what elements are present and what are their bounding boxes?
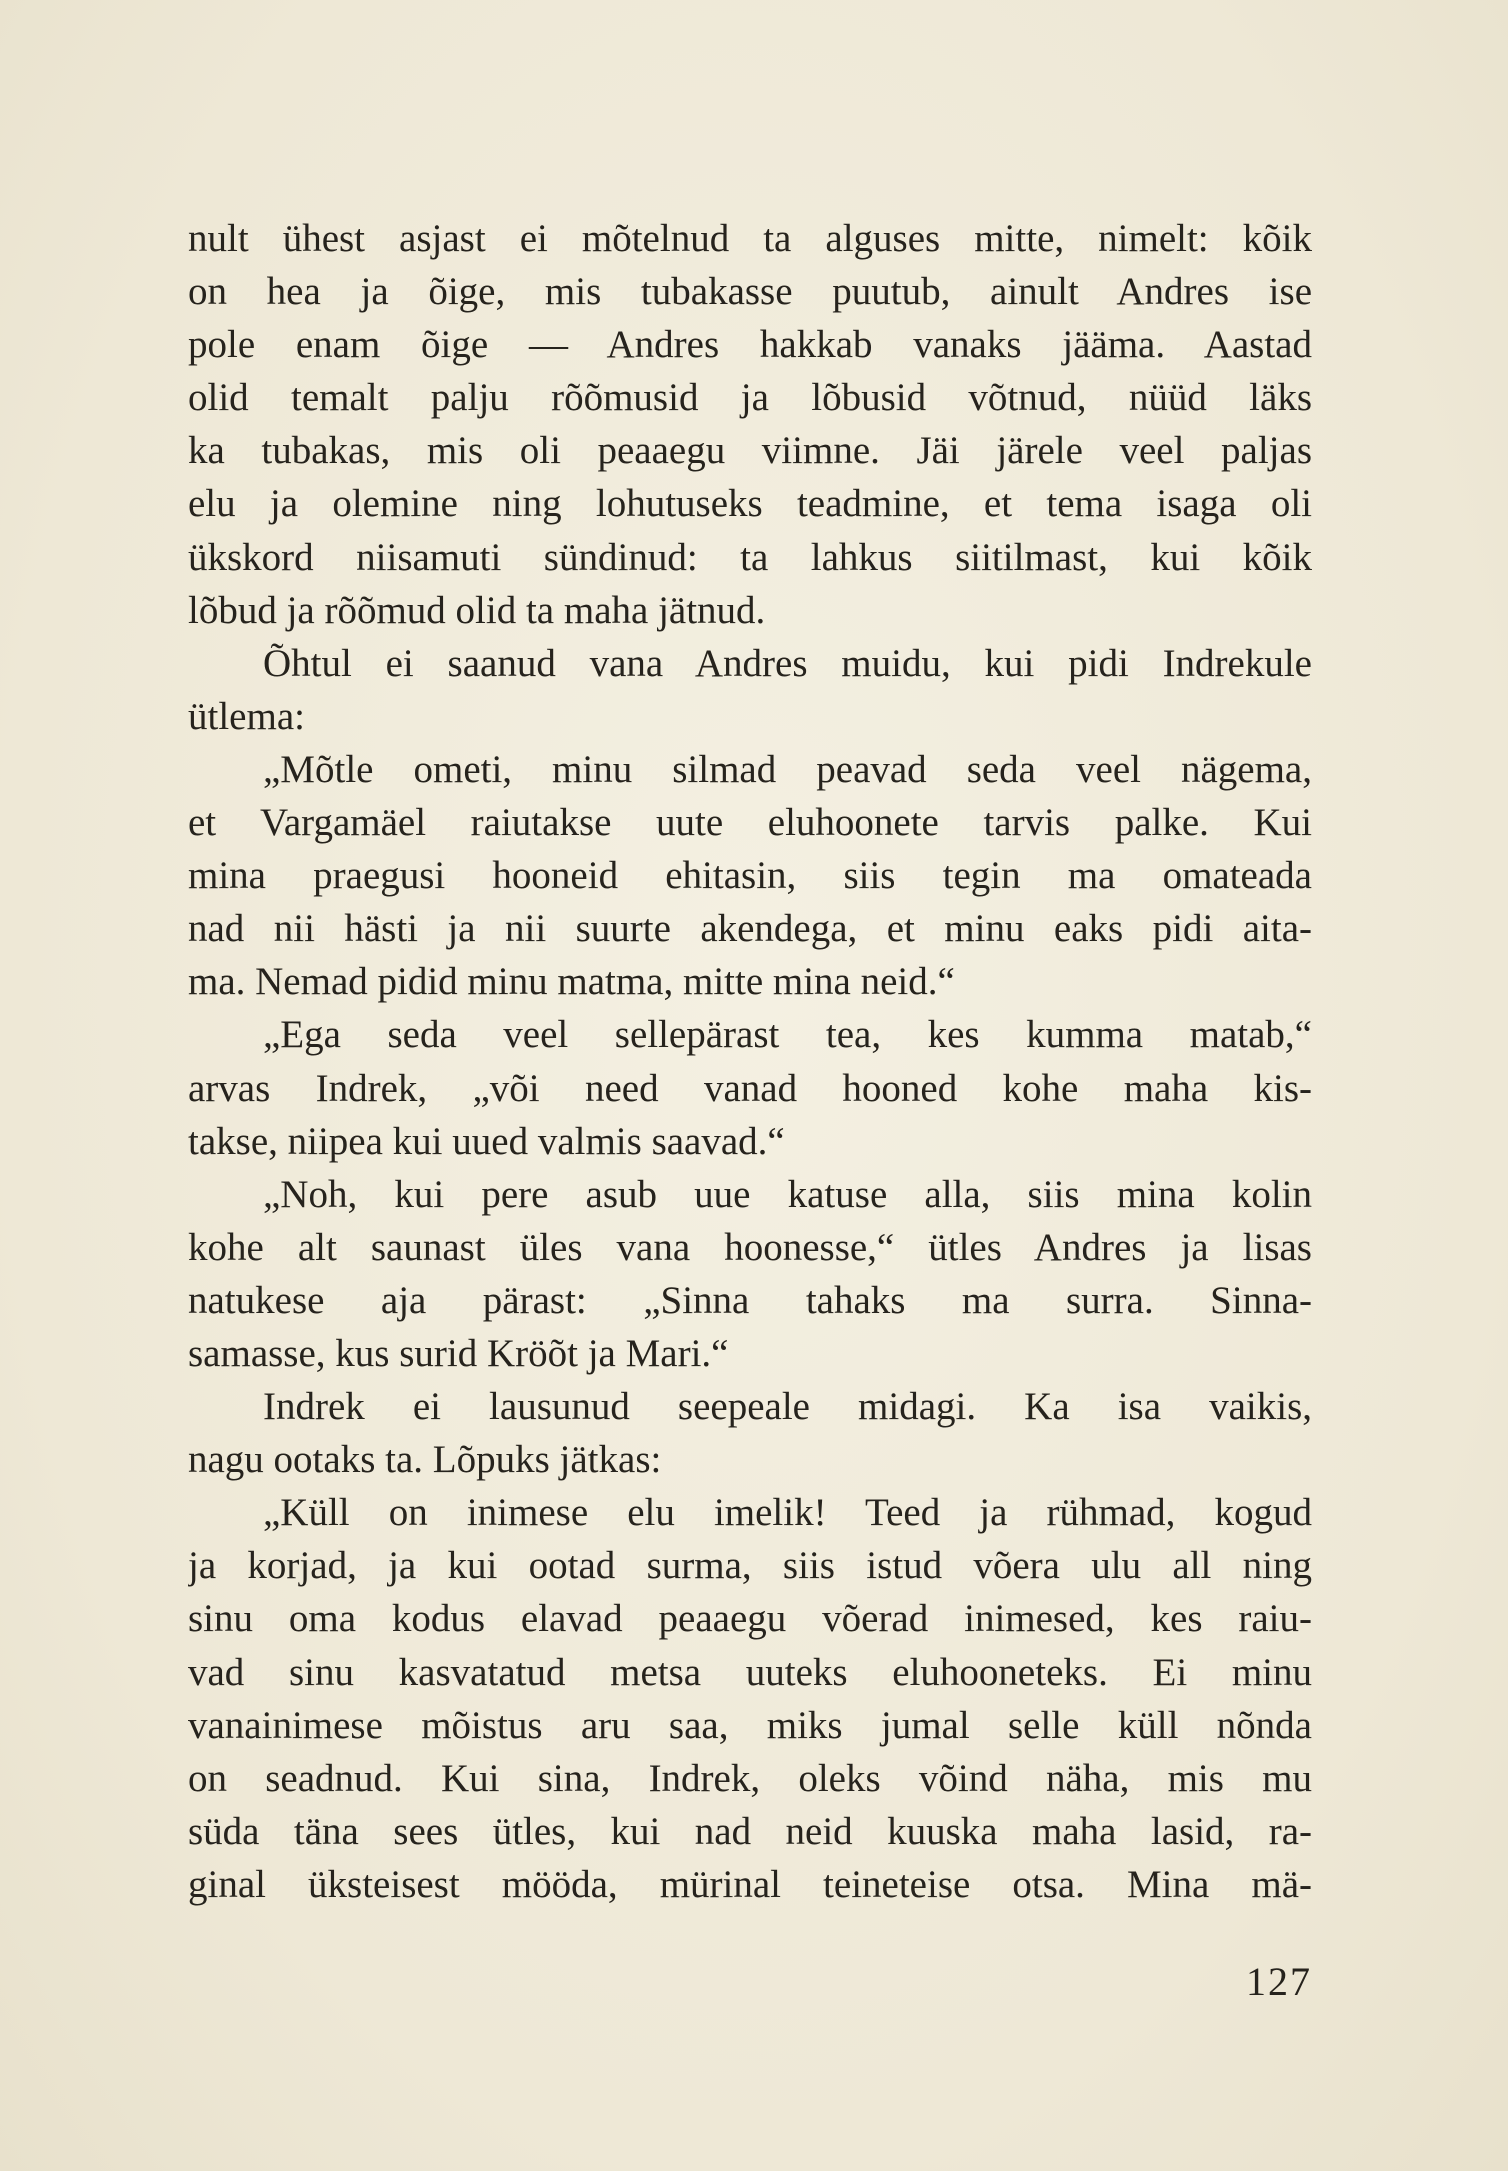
text-line: nagu ootaks ta. Lõpuks jätkas:: [188, 1438, 662, 1482]
page-number: 127: [1246, 1959, 1312, 2004]
text-line: Indrek ei lausunud seepeale midagi. Ka isa vaikis,: [263, 1385, 1312, 1429]
text-line: sinu oma kodus elavad peaaegu võerad inimesed, kes raiu-: [188, 1597, 1312, 1641]
text-line: et Vargamäel raiutakse uute eluhoonete tarvis palke. Kui: [188, 801, 1312, 845]
text-line: „Küll on inimese elu imelik! Teed ja rühmad, kogud: [263, 1491, 1312, 1535]
text-line: nad nii hästi ja nii suurte akendega, et minu eaks pidi aita-: [188, 907, 1312, 951]
text-line: „Ega seda veel sellepärast tea, kes kumma matab,“: [263, 1013, 1312, 1057]
text-line: kohe alt saunast üles vana hoonesse,“ ütles Andres ja lisas: [188, 1225, 1312, 1269]
text-line: vad sinu kasvatatud metsa uuteks eluhooneteks. Ei minu: [188, 1650, 1312, 1694]
text-line: lõbud ja rõõmud olid ta maha jätnud.: [188, 588, 766, 632]
text-line: ütlema:: [188, 694, 305, 738]
text-line: süda täna sees ütles, kui nad neid kuuska maha lasid, ra-: [188, 1809, 1312, 1853]
text-line: ükskord niisamuti sündinud: ta lahkus siitilmast, kui kõik: [188, 535, 1312, 579]
text-line: natukese aja pärast: „Sinna tahaks ma surra. Sinna-: [188, 1278, 1312, 1322]
text-line: mina praegusi hooneid ehitasin, siis tegin ma omateada: [188, 854, 1312, 898]
text-line: samasse, kus surid Kröõt ja Mari.“: [188, 1331, 729, 1375]
text-line: ka tubakas, mis oli peaaegu viimne. Jäi järele veel paljas: [188, 429, 1312, 473]
text-line: ja korjad, ja kui ootad surma, siis istud võera ulu all ning: [188, 1544, 1312, 1588]
text-line: „Mõtle ometi, minu silmad peavad seda veel nägema,: [263, 747, 1312, 791]
text-line: on hea ja õige, mis tubakasse puutub, ainult Andres ise: [188, 270, 1312, 314]
text-line: ma. Nemad pidid minu matma, mitte mina neid.“: [188, 960, 955, 1004]
text-line: olid temalt palju rõõmusid ja lõbusid võtnud, nüüd läks: [188, 376, 1312, 420]
text-line: „Noh, kui pere asub uue katuse alla, siis mina kolin: [263, 1172, 1312, 1216]
text-line: Õhtul ei saanud vana Andres muidu, kui pidi Indrekule: [263, 641, 1312, 685]
text-line: on seadnud. Kui sina, Indrek, oleks võind näha, mis mu: [188, 1756, 1312, 1800]
text-line: pole enam õige — Andres hakkab vanaks jääma. Aastad: [188, 323, 1312, 367]
text-line: vanainimese mõistus aru saa, miks jumal selle küll nõnda: [188, 1703, 1312, 1747]
body-text: [188, 212, 1312, 1911]
text-line: elu ja olemine ning lohutuseks teadmine, et tema isaga oli: [188, 482, 1312, 526]
text-line: ginal üksteisest mööda, mürinal teineteise otsa. Mina mä-: [188, 1862, 1312, 1906]
text-line: nult ühest asjast ei mõtelnud ta alguses mitte, nimelt: kõik: [188, 217, 1312, 260]
text-line: takse, niipea kui uued valmis saavad.“: [188, 1119, 785, 1163]
text-line: arvas Indrek, „või need vanad hooned kohe maha kis-: [188, 1066, 1312, 1110]
